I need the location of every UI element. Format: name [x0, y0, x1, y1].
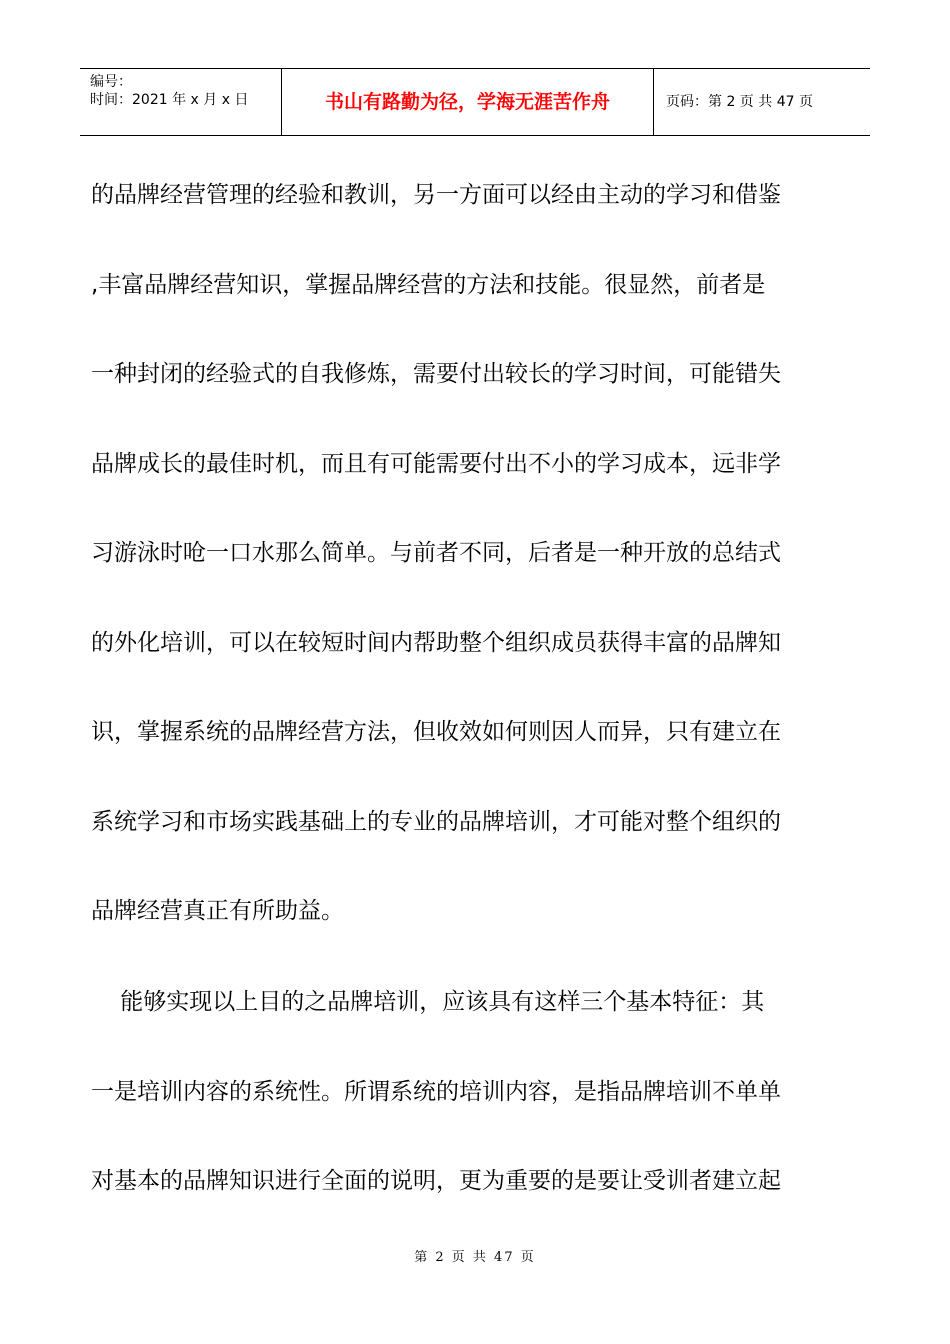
body-line: 的品牌经营管理的经验和教训，另一方面可以经由主动的学习和借鉴: [91, 182, 781, 208]
document-header: [80, 68, 870, 136]
body-line: 一种封闭的经验式的自我修炼，需要付出较长的学习时间，可能错失: [91, 361, 781, 387]
page-footer: 第 2 页 共 47 页: [414, 1250, 536, 1265]
body-line: 识，掌握系统的品牌经营方法，但收效如何则因人而异，只有建立在: [91, 719, 781, 745]
header-meta-cell: [80, 69, 282, 135]
body-line: 品牌经营真正有所助益。: [91, 898, 344, 924]
document-time-label: 时间：2021 年 x 月 x 日: [90, 92, 249, 108]
header-page-info: 页码：第 2 页 共 47 页: [666, 94, 813, 110]
body-line: 对基本的品牌知识进行全面的说明，更为重要的是要让受训者建立起: [91, 1168, 781, 1194]
body-line: 的外化培训，可以在较短时间内帮助整个组织成员获得丰富的品牌知: [91, 629, 781, 656]
body-line: 品牌成长的最佳时机，而且有可能需要付出不小的学习成本，远非学: [91, 450, 781, 477]
document-number-label: 编号：: [90, 74, 132, 90]
body-line: 一是培训内容的系统性。所谓系统的培训内容，是指品牌培训不单单: [91, 1078, 781, 1105]
body-line: ,丰富品牌经营知识，掌握品牌经营的方法和技能。很显然，前者是: [91, 271, 766, 298]
document-body: [91, 172, 867, 1248]
body-line: 系统学习和市场实践基础上的专业的品牌培训，才可能对整个组织的: [91, 808, 781, 835]
paragraph-start-line: 能够实现以上目的之品牌培训，应该具有这样三个基本特征：其: [91, 989, 765, 1015]
header-motto: 书山有路勤为径，学海无涯苦作舟: [282, 69, 654, 135]
body-line: 习游泳时呛一口水那么简单。与前者不同，后者是一种开放的总结式: [91, 540, 781, 566]
